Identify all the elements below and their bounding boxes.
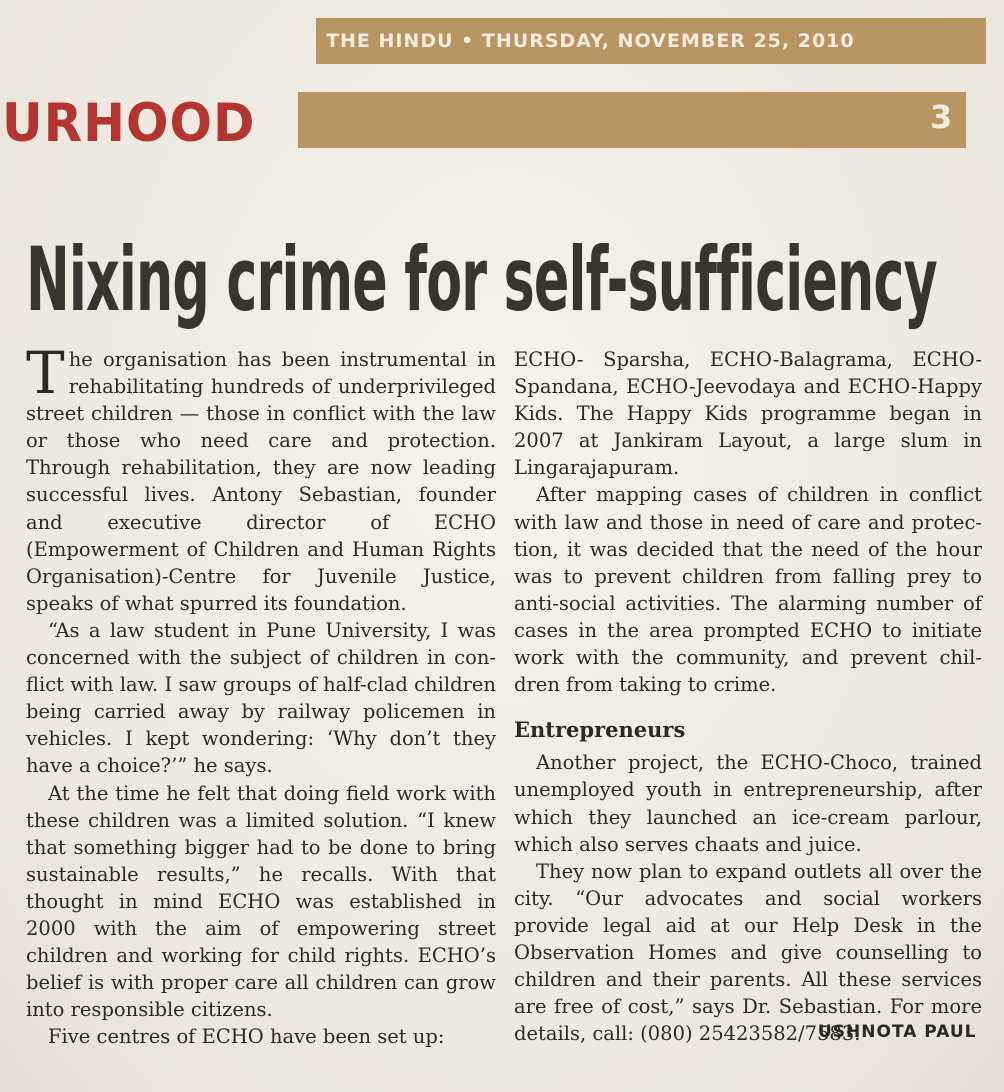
article-paragraph: “As a law student in Pune University, I was concerned with the subject of children in conflict with law. I saw groups of half-clad children being carried away by railway policemen in vehicles. I kept wondering: ‘Why don’t they have a choice?’” he says.: [26, 618, 496, 778]
page-number: 3: [930, 98, 953, 136]
article-column-right: [514, 346, 982, 1047]
article-paragraph: After mapping cases of children in conflict with law and those in need of care and protection, it was decided that the need of the hour was to prevent children from falling prey to anti-social activities. The alarming number of cases in the area prompted ECHO to initiate work with the community, and prevent children from taking to crime.: [514, 483, 982, 697]
article-subhead: Entrepreneurs: [514, 717, 686, 743]
article-paragraph: Five centres of ECHO have been set up:: [48, 1025, 445, 1049]
dateline: THE HINDU • THURSDAY, NOVEMBER 25, 2010: [326, 30, 855, 52]
section-bar: [298, 92, 966, 148]
article-paragraph: Another project, the ECHO-Choco, trained unemployed youth in entrepreneurship, after which they launched an ice-cream parlour, which also serves chaats and juice.: [514, 751, 982, 856]
article-paragraph: [26, 339, 496, 617]
article-paragraph: They now plan to expand outlets all over the city. “Our advocates and social workers provide legal aid at our Help Desk in the Observation Homes and give counselling to children and their parents. All these services are free of cost,” says Dr. Sebastian. For more details, call: (080) 25423582/7583.: [514, 859, 982, 1046]
article-headline: Nixing crime for self-sufficiency: [26, 229, 937, 332]
article-paragraph: At the time he felt that doing field work with these children was a limited solution. “I knew that something bigger had to be done to bring sustainable results,” he recalls. With that thought in mind ECHO was established in 2000 with the aim of empowering street children and working for child rights. ECHO’s belief is with proper care all children can grow into responsible citizens.: [26, 781, 496, 1022]
section-label: URHOOD: [2, 92, 256, 154]
byline: USHNOTA PAUL: [818, 1022, 977, 1042]
paragraph-text: he organisation has been instrumental in rehabilitating hundreds of underprivileged street children — those in conflict with the law or those who need care and protection. Through rehabilitation, they are now leading successful lives. Antony Sebastian, founder and executive director of ECHO (Empowerment of Children and Human Rights Organisation)-Centre for Juvenile Justice, speaks of what spurred its foundation.: [26, 348, 496, 615]
article-paragraph: ECHO- Sparsha, ECHO-Balagrama, ECHO-Spandana, ECHO-Jeevodaya and ECHO-Happy Kids. The Happy Kids programme began in 2007 at Jankiram Layout, a large slum in Lingarajapuram.: [514, 348, 982, 480]
article-column-left: [26, 339, 496, 1050]
drop-cap: T: [26, 339, 65, 407]
